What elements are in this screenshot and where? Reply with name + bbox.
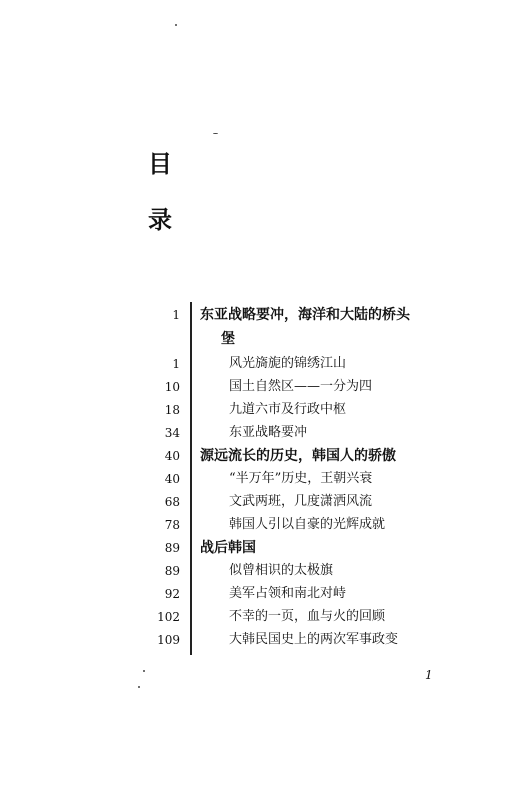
- toc-section-title: 东亚战略要冲: [229, 425, 308, 440]
- toc-page-number: 40: [164, 449, 180, 463]
- toc-section-title: 国土自然区——一分为四: [229, 379, 373, 394]
- toc-page-number: 102: [157, 610, 180, 624]
- toc-page-number: 18: [164, 403, 180, 417]
- toc-page-number: 1: [172, 357, 180, 371]
- toc-entry[interactable]: [0, 468, 506, 490]
- toc-section-title: 韩国人引以自豪的光辉成就: [229, 517, 386, 532]
- toc-entry[interactable]: [0, 422, 506, 444]
- toc-section-title: 美军占领和南北对峙: [229, 586, 347, 601]
- toc-entry[interactable]: [0, 376, 506, 398]
- toc-chapter-title: 东亚战略要冲，海洋和大陆的桥头: [200, 307, 410, 323]
- toc-chapter-title: 源远流长的历史，韩国人的骄傲: [200, 448, 396, 464]
- toc-section-title: 不幸的一页，血与火的回顾: [229, 609, 386, 624]
- toc-section-title: “半万年”历史，王朝兴衰: [229, 471, 373, 486]
- page-number: 1: [425, 668, 433, 682]
- toc-entry[interactable]: [0, 445, 506, 467]
- toc-section-title: 文武两班，几度潇洒风流: [229, 494, 373, 509]
- toc-entry[interactable]: [0, 514, 506, 536]
- toc-title-continuation: 堡: [221, 331, 235, 347]
- toc-section-title: 九道六市及行政中枢: [229, 402, 347, 417]
- toc-page-number: 68: [164, 495, 180, 509]
- page-title-char-2: 录: [148, 206, 172, 234]
- toc-entry[interactable]: [0, 537, 506, 559]
- toc-section-title: 似曾相识的太极旗: [229, 563, 334, 578]
- toc-section-title: 大韩民国史上的两次军事政变: [229, 632, 399, 647]
- toc-entry[interactable]: [0, 560, 506, 582]
- toc-entry[interactable]: [0, 304, 506, 326]
- toc-page-number: 34: [164, 426, 180, 440]
- toc-entry[interactable]: [0, 353, 506, 375]
- toc-page-number: 78: [164, 518, 180, 532]
- toc-entry[interactable]: [0, 491, 506, 513]
- page-title-char-1: 目: [148, 150, 172, 178]
- toc-entry[interactable]: [0, 629, 506, 651]
- toc-chapter-title: 战后韩国: [200, 540, 256, 556]
- toc-section-title: 风光旖旎的锦绣江山: [229, 356, 347, 371]
- toc-entry[interactable]: [0, 583, 506, 605]
- toc-page-number: 10: [164, 380, 180, 394]
- toc-page-number: 89: [164, 564, 180, 578]
- toc-page-number: 92: [164, 587, 180, 601]
- toc-page-number: 40: [164, 472, 180, 486]
- toc-page-number: 109: [157, 633, 180, 647]
- toc-page-number: 1: [172, 308, 180, 322]
- toc-entry[interactable]: [0, 606, 506, 628]
- toc-page-number: 89: [164, 541, 180, 555]
- toc-entry[interactable]: [0, 399, 506, 421]
